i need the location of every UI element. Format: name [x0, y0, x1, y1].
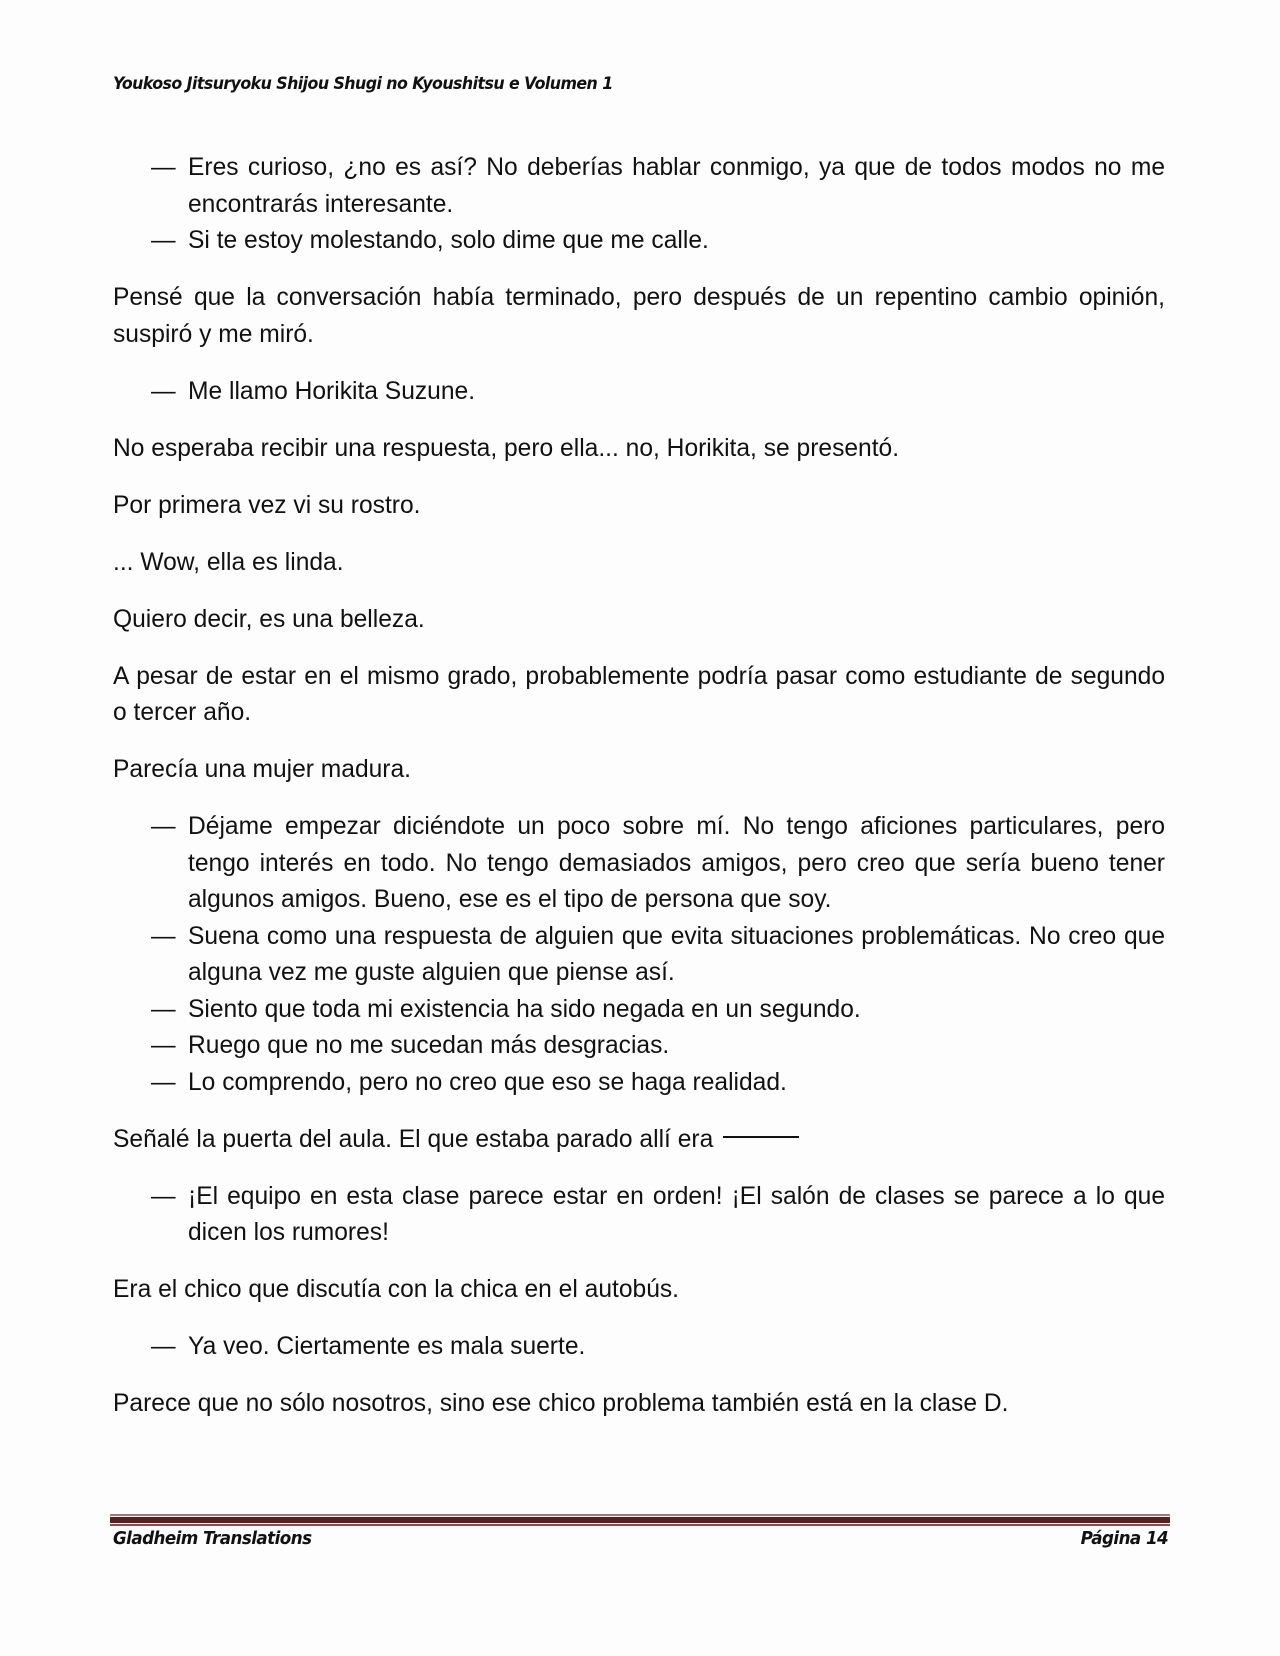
paragraph: Por primera vez vi su rostro.: [113, 491, 421, 519]
paragraph: A pesar de estar en el mismo grado, probablemente podría pasar como estudiante de segundo o tercer año.: [113, 662, 1165, 726]
dialogue-line: [113, 223, 1165, 260]
dialogue-text: Eres curioso, ¿no es así? No deberías hablar conmigo, ya que de todos modos no me encontrarás interesante.: [188, 154, 1165, 218]
footer-page-number: Página 14: [1080, 1528, 1168, 1549]
dialogue-dash: —: [151, 922, 176, 950]
running-header-title: Youkoso Jitsuryoku Shijou Shugi no Kyoushitsu e Volumen 1: [113, 74, 613, 94]
dialogue-group: [113, 1329, 1165, 1366]
paragraph: No esperaba recibir una respuesta, pero ella... no, Horikita, se presentó.: [113, 434, 900, 462]
dialogue-dash: —: [151, 995, 176, 1023]
dialogue-text: Siento que toda mi existencia ha sido negada en un segundo.: [188, 995, 861, 1023]
dialogue-dash: —: [151, 1068, 176, 1096]
paragraph: ... Wow, ella es linda.: [113, 548, 344, 576]
dialogue-text: Ruego que no me sucedan más desgracias.: [188, 1032, 670, 1059]
footer-translator-credit: Gladheim Translations: [113, 1528, 312, 1549]
paragraph: Parece que no sólo nosotros, sino ese chico problema también está en la clase D.: [113, 1390, 1009, 1417]
dialogue-line: [113, 1179, 1165, 1252]
paragraph: Parecía una mujer madura.: [113, 756, 412, 783]
dialogue-line: [113, 374, 1165, 411]
dialogue-dash: —: [151, 813, 176, 840]
dialogue-group: [113, 809, 1165, 1101]
dialogue-text: Lo comprendo, pero no creo que eso se haga realidad.: [188, 1068, 787, 1096]
paragraph: [113, 1122, 1165, 1159]
dialogue-dash: —: [151, 377, 176, 405]
dialogue-dash: —: [151, 227, 176, 254]
dialogue-line: [113, 1065, 1165, 1102]
footer-rule-thin-top: [110, 1514, 1170, 1516]
paragraph: Era el chico que discutía con la chica en el autobús.: [113, 1276, 680, 1303]
paragraph: Quiero decir, es una belleza.: [113, 605, 425, 633]
dialogue-line: [113, 919, 1165, 992]
dialogue-line: [113, 992, 1165, 1029]
dialogue-group: [113, 374, 1165, 411]
paragraph: Pensé que la conversación había terminado, pero después de un repentino cambio opinión, suspiró y me miró.: [113, 284, 1165, 348]
dialogue-text: Si te estoy molestando, solo dime que me calle.: [188, 227, 709, 254]
dialogue-text: ¡El equipo en esta clase parece estar en orden! ¡El salón de clases se parece a lo que dicen los rumores!: [188, 1182, 1165, 1246]
dialogue-group: [113, 150, 1165, 260]
dialogue-line: [113, 1028, 1165, 1065]
dialogue-line: [113, 809, 1165, 919]
dialogue-line: [113, 150, 1165, 223]
dialogue-text: Ya veo. Ciertamente es mala suerte.: [188, 1333, 586, 1360]
dialogue-dash: —: [151, 1182, 176, 1210]
footer-rule-thin-bottom: [110, 1524, 1170, 1526]
paragraph-text: Señalé la puerta del aula. El que estaba parado allí era: [113, 1125, 714, 1153]
dialogue-text: Me llamo Horikita Suzune.: [188, 377, 476, 405]
dialogue-dash: —: [151, 154, 176, 181]
footer-rule: [110, 1514, 1170, 1526]
trailing-dash-rule: [723, 1136, 799, 1138]
dialogue-group: [113, 1179, 1165, 1252]
dialogue-text: Déjame empezar diciéndote un poco sobre mí. No tengo aficiones particulares, pero tengo interés en todo. No tengo demasiados amigos, pero creo que sería bueno tener algunos amigos. Bueno, ese es el tipo de persona que soy.: [188, 813, 1165, 913]
dialogue-dash: —: [151, 1032, 176, 1059]
footer-rule-thick: [110, 1517, 1170, 1523]
page-body: [113, 150, 1165, 1443]
dialogue-dash: —: [151, 1333, 176, 1360]
dialogue-text: Suena como una respuesta de alguien que evita situaciones problemáticas. No creo que alguna vez me guste alguien que piense así.: [188, 922, 1165, 986]
dialogue-line: [113, 1329, 1165, 1366]
